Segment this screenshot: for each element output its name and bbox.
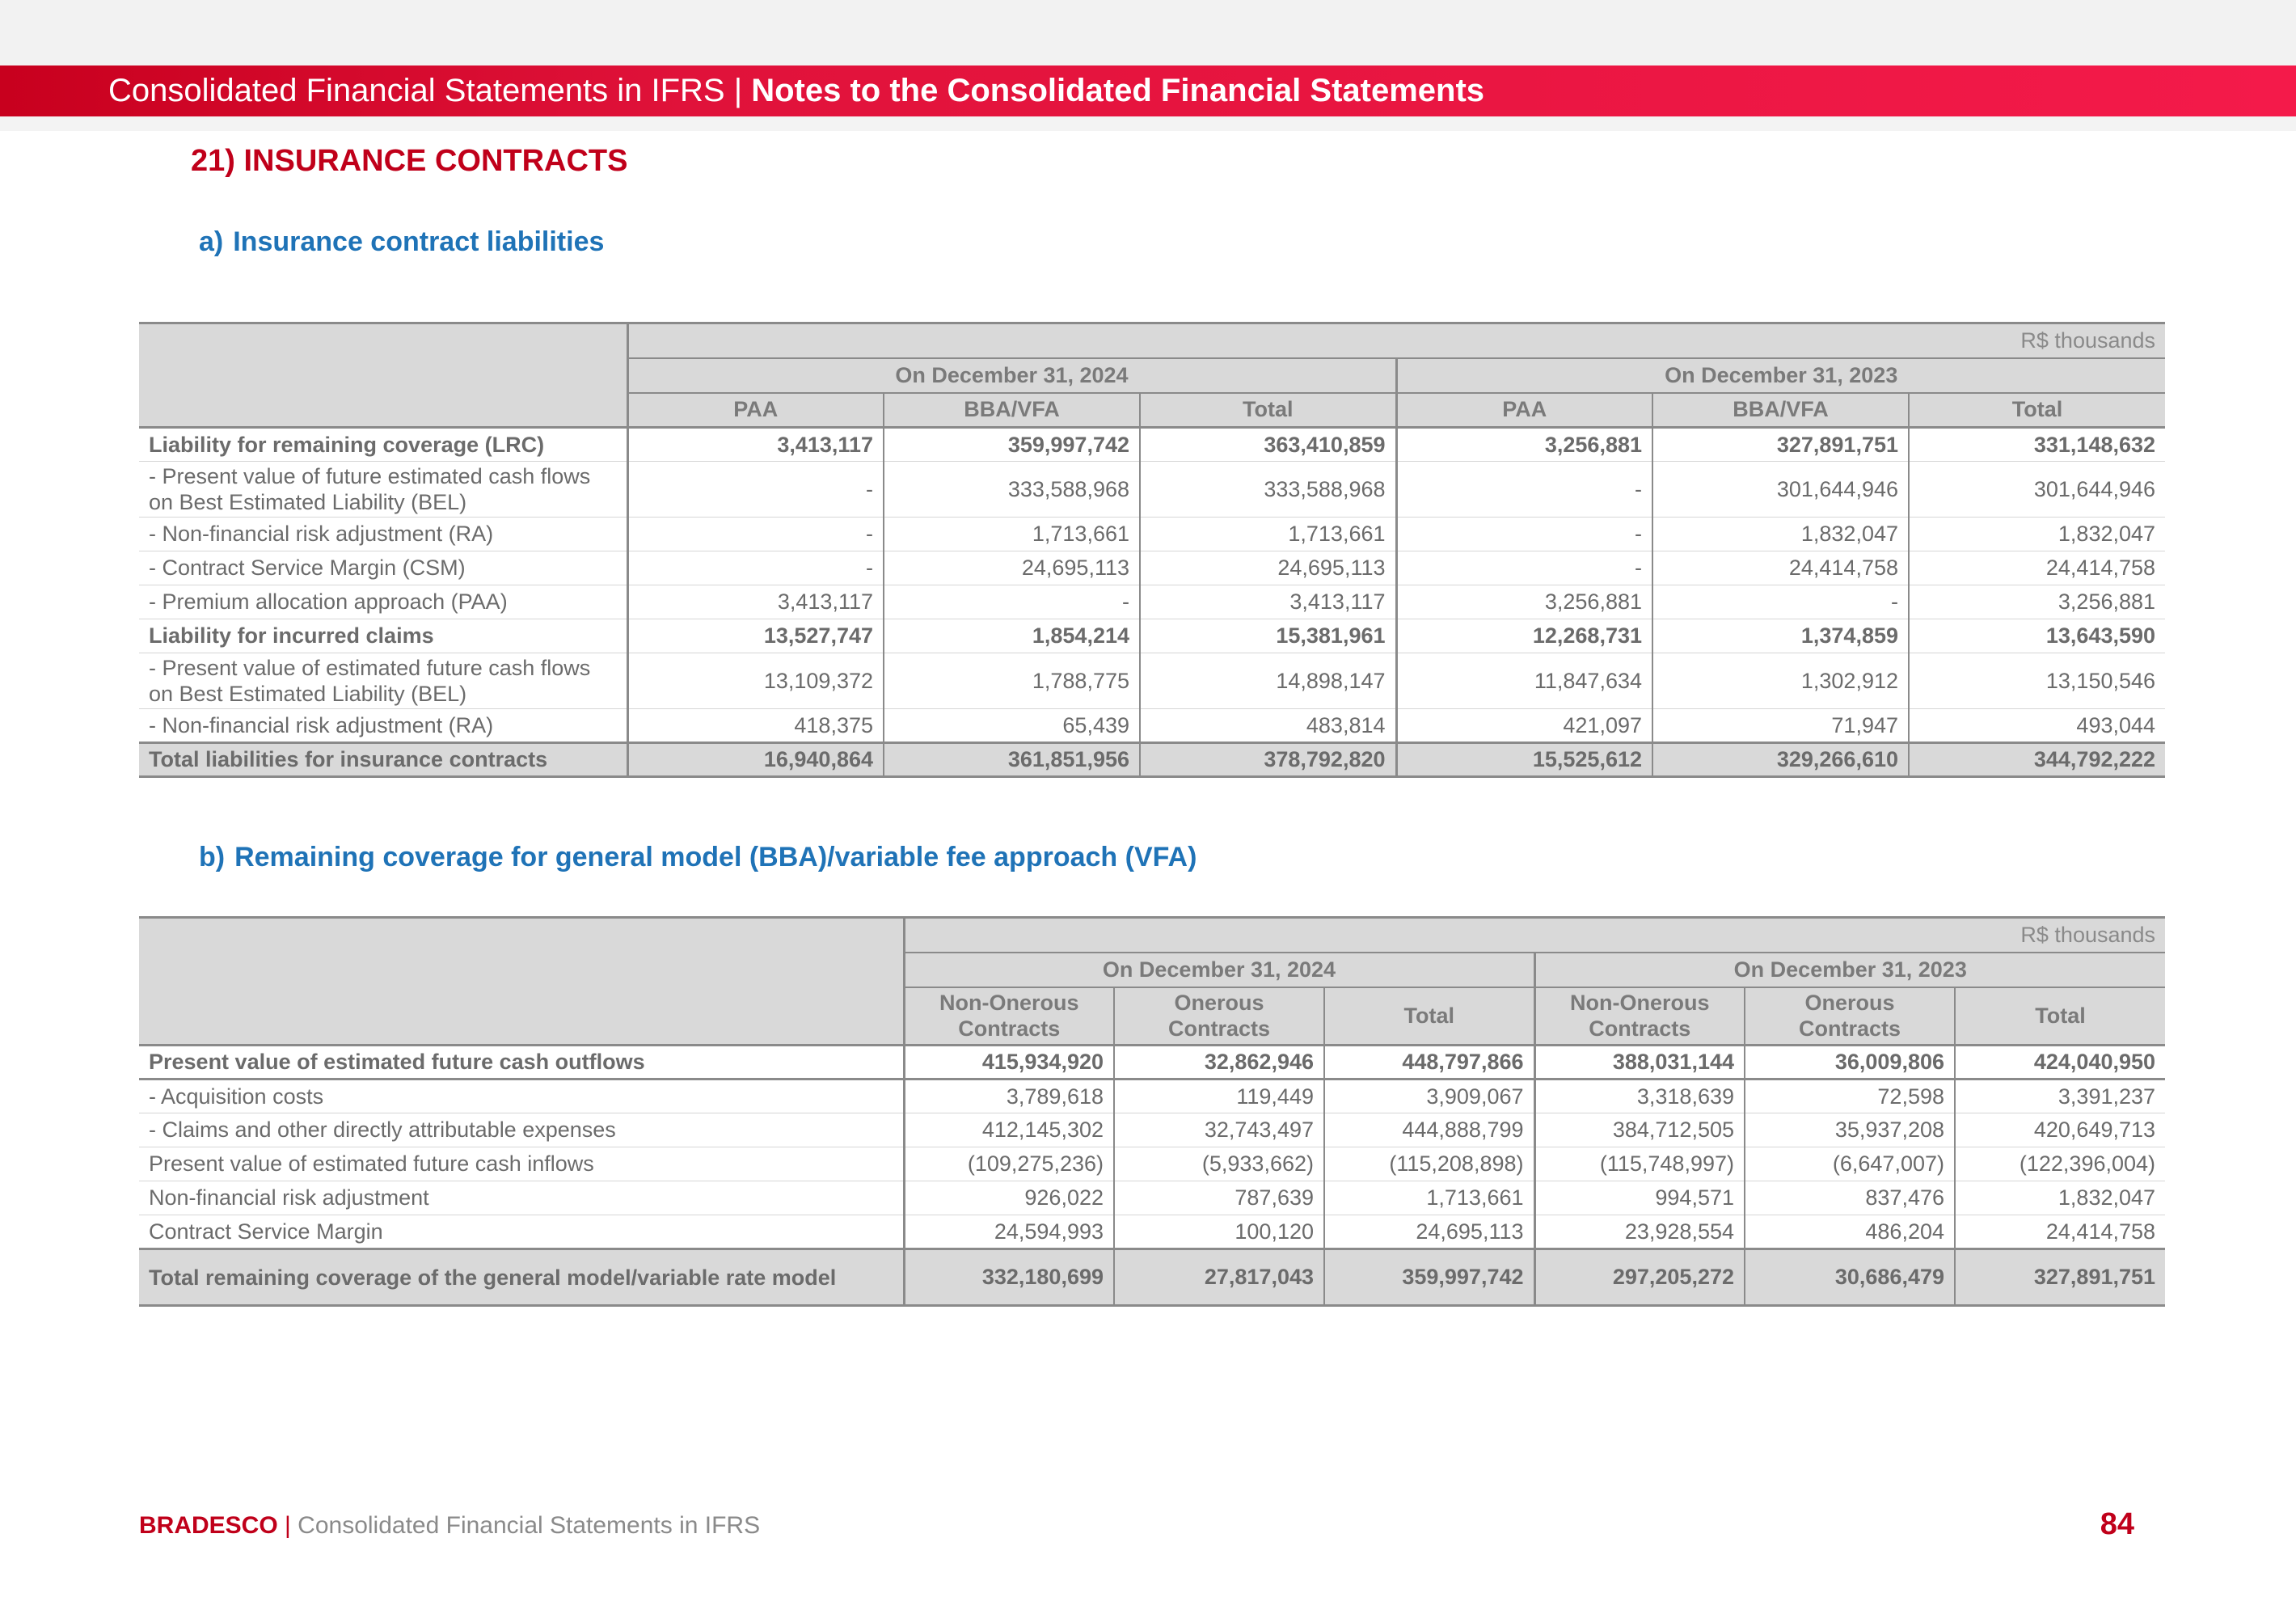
row-label: Total remaining coverage of the general model/variable rate model: [139, 1249, 904, 1306]
table-b-units: R$ thousands: [904, 918, 2165, 953]
row-label: - Claims and other directly attributable expenses: [139, 1113, 904, 1147]
cell: 361,851,956: [884, 743, 1140, 777]
row-label: - Contract Service Margin (CSM): [139, 551, 627, 585]
cell: 1,713,661: [884, 518, 1140, 551]
cell: 14,898,147: [1140, 653, 1396, 709]
table-row-total: [139, 743, 2165, 777]
cell: 483,814: [1140, 709, 1396, 743]
cell: 24,414,758: [1955, 1215, 2165, 1249]
table-row: [139, 1113, 2165, 1147]
row-label: Total liabilities for insurance contracts: [139, 743, 627, 777]
cell: 13,527,747: [627, 619, 884, 653]
table-a-period-2024: On December 31, 2024: [627, 358, 1396, 393]
cell: -: [1396, 551, 1652, 585]
cell: (5,933,662): [1114, 1147, 1324, 1181]
cell: 24,414,758: [1652, 551, 1909, 585]
cell: (6,647,007): [1745, 1147, 1955, 1181]
cell: 23,928,554: [1534, 1215, 1745, 1249]
table-b-period-2024: On December 31, 2024: [904, 953, 1534, 987]
table-row: [139, 1215, 2165, 1249]
insurance-liabilities-table: [139, 322, 2165, 778]
row-label: - Premium allocation approach (PAA): [139, 585, 627, 619]
cell: 1,832,047: [1909, 518, 2165, 551]
cell: 363,410,859: [1140, 428, 1396, 462]
cell: 418,375: [627, 709, 884, 743]
cell: 412,145,302: [904, 1113, 1114, 1147]
table-row: [139, 619, 2165, 653]
cell: 24,695,113: [884, 551, 1140, 585]
table-b-col-header: Onerous Contracts: [1114, 987, 1324, 1046]
cell: 301,644,946: [1652, 462, 1909, 518]
table-b-col-header: Onerous Contracts: [1745, 987, 1955, 1046]
row-label: Present value of estimated future cash outflows: [139, 1046, 904, 1080]
cell: 15,381,961: [1140, 619, 1396, 653]
cell: 3,413,117: [627, 428, 884, 462]
table-row: [139, 1147, 2165, 1181]
table-a-col-header: PAA: [627, 393, 884, 428]
cell: 3,256,881: [1909, 585, 2165, 619]
cell: 926,022: [904, 1181, 1114, 1215]
table-b-corner: [139, 918, 904, 1046]
cell: 24,414,758: [1909, 551, 2165, 585]
remaining-coverage-table: [139, 916, 2165, 1307]
cell: 787,639: [1114, 1181, 1324, 1215]
cell: 837,476: [1745, 1181, 1955, 1215]
footer-separator: |: [277, 1512, 298, 1539]
row-label: Contract Service Margin: [139, 1215, 904, 1249]
table-b-period-2023: On December 31, 2023: [1534, 953, 2165, 987]
cell: 12,268,731: [1396, 619, 1652, 653]
table-a-period-2023: On December 31, 2023: [1396, 358, 2165, 393]
table-b-col-header: Total: [1955, 987, 2165, 1046]
cell: -: [884, 585, 1140, 619]
cell: 1,854,214: [884, 619, 1140, 653]
row-label: - Non-financial risk adjustment (RA): [139, 709, 627, 743]
cell: 994,571: [1534, 1181, 1745, 1215]
cell: 16,940,864: [627, 743, 884, 777]
cell: 333,588,968: [884, 462, 1140, 518]
cell: -: [1396, 462, 1652, 518]
table-a-col-header: Total: [1909, 393, 2165, 428]
footer: [139, 1512, 760, 1540]
table-row-total: [139, 1249, 2165, 1306]
header-notes-label: Notes to the Consolidated Financial Statements: [751, 73, 1485, 108]
cell: 327,891,751: [1955, 1249, 2165, 1306]
cell: 3,789,618: [904, 1080, 1114, 1113]
table-a-units: R$ thousands: [627, 323, 2165, 358]
table-a-col-header: PAA: [1396, 393, 1652, 428]
table-row: [139, 585, 2165, 619]
table-b-col-header: Non-Onerous Contracts: [1534, 987, 1745, 1046]
cell: 13,150,546: [1909, 653, 2165, 709]
cell: 1,374,859: [1652, 619, 1909, 653]
subsection-b-letter: b): [199, 842, 226, 872]
cell: 1,713,661: [1140, 518, 1396, 551]
cell: 3,256,881: [1396, 428, 1652, 462]
cell: 13,109,372: [627, 653, 884, 709]
cell: 32,862,946: [1114, 1046, 1324, 1080]
table-row: [139, 709, 2165, 743]
cell: (122,396,004): [1955, 1147, 2165, 1181]
cell: (115,748,997): [1534, 1147, 1745, 1181]
cell: 24,695,113: [1140, 551, 1396, 585]
cell: 493,044: [1909, 709, 2165, 743]
cell: 3,391,237: [1955, 1080, 2165, 1113]
cell: 297,205,272: [1534, 1249, 1745, 1306]
cell: (109,275,236): [904, 1147, 1114, 1181]
cell: -: [627, 518, 884, 551]
table-b-col-header: Non-Onerous Contracts: [904, 987, 1114, 1046]
row-label: - Present value of estimated future cash flows on Best Estimated Liability (BEL): [139, 653, 627, 709]
table-b-col-header: Total: [1324, 987, 1534, 1046]
cell: 36,009,806: [1745, 1046, 1955, 1080]
cell: 65,439: [884, 709, 1140, 743]
cell: 344,792,222: [1909, 743, 2165, 777]
table-row: [139, 653, 2165, 709]
row-label: Present value of estimated future cash inflows: [139, 1147, 904, 1181]
cell: 24,594,993: [904, 1215, 1114, 1249]
table-row: [139, 1181, 2165, 1215]
row-label: Liability for incurred claims: [139, 619, 627, 653]
cell: 3,256,881: [1396, 585, 1652, 619]
header-section-label: Consolidated Financial Statements in IFRS: [108, 73, 725, 108]
cell: 15,525,612: [1396, 743, 1652, 777]
row-label: - Non-financial risk adjustment (RA): [139, 518, 627, 551]
cell: 327,891,751: [1652, 428, 1909, 462]
header-separator: |: [724, 73, 752, 108]
subsection-a-text: Insurance contract liabilities: [233, 226, 605, 257]
cell: 329,266,610: [1652, 743, 1909, 777]
cell: 3,413,117: [1140, 585, 1396, 619]
cell: 359,997,742: [884, 428, 1140, 462]
header-banner: [0, 65, 2296, 116]
cell: 3,318,639: [1534, 1080, 1745, 1113]
row-label: - Acquisition costs: [139, 1080, 904, 1113]
banner-shadow: [0, 116, 2296, 131]
cell: 24,695,113: [1324, 1215, 1534, 1249]
table-a-col-header: Total: [1140, 393, 1396, 428]
table-row: [139, 551, 2165, 585]
cell: 3,413,117: [627, 585, 884, 619]
table-a-corner: [139, 323, 627, 428]
cell: 424,040,950: [1955, 1046, 2165, 1080]
subsection-b-title: [199, 842, 1197, 873]
cell: 448,797,866: [1324, 1046, 1534, 1080]
cell: 35,937,208: [1745, 1113, 1955, 1147]
subsection-a-letter: a): [199, 226, 224, 257]
cell: 388,031,144: [1534, 1046, 1745, 1080]
cell: 1,788,775: [884, 653, 1140, 709]
cell: 100,120: [1114, 1215, 1324, 1249]
cell: 3,909,067: [1324, 1080, 1534, 1113]
cell: 486,204: [1745, 1215, 1955, 1249]
table-row: [139, 428, 2165, 462]
cell: 420,649,713: [1955, 1113, 2165, 1147]
subsection-a-title: [199, 226, 604, 258]
cell: 1,713,661: [1324, 1181, 1534, 1215]
cell: 384,712,505: [1534, 1113, 1745, 1147]
table-row: [139, 518, 2165, 551]
cell: (115,208,898): [1324, 1147, 1534, 1181]
cell: 359,997,742: [1324, 1249, 1534, 1306]
cell: 332,180,699: [904, 1249, 1114, 1306]
cell: -: [627, 551, 884, 585]
subsection-b-text: Remaining coverage for general model (BBA)/variable fee approach (VFA): [234, 842, 1197, 872]
cell: 1,302,912: [1652, 653, 1909, 709]
cell: 1,832,047: [1652, 518, 1909, 551]
page-number: 84: [2100, 1507, 2134, 1541]
cell: 72,598: [1745, 1080, 1955, 1113]
cell: 71,947: [1652, 709, 1909, 743]
cell: 32,743,497: [1114, 1113, 1324, 1147]
cell: -: [627, 462, 884, 518]
row-label: Liability for remaining coverage (LRC): [139, 428, 627, 462]
table-a-col-header: BBA/VFA: [1652, 393, 1909, 428]
row-label: - Present value of future estimated cash flows on Best Estimated Liability (BEL): [139, 462, 627, 518]
cell: 13,643,590: [1909, 619, 2165, 653]
footer-brand: BRADESCO: [139, 1512, 278, 1539]
section-title: 21) INSURANCE CONTRACTS: [191, 144, 628, 178]
top-strip: [0, 0, 2296, 65]
table-row: [139, 1080, 2165, 1113]
cell: 1,832,047: [1955, 1181, 2165, 1215]
cell: 331,148,632: [1909, 428, 2165, 462]
table-row: [139, 1046, 2165, 1080]
cell: 333,588,968: [1140, 462, 1396, 518]
table-a-col-header: BBA/VFA: [884, 393, 1140, 428]
cell: 11,847,634: [1396, 653, 1652, 709]
cell: 421,097: [1396, 709, 1652, 743]
cell: 378,792,820: [1140, 743, 1396, 777]
cell: 27,817,043: [1114, 1249, 1324, 1306]
cell: 301,644,946: [1909, 462, 2165, 518]
cell: 444,888,799: [1324, 1113, 1534, 1147]
row-label: Non-financial risk adjustment: [139, 1181, 904, 1215]
footer-text: Consolidated Financial Statements in IFRS: [298, 1512, 761, 1539]
cell: 30,686,479: [1745, 1249, 1955, 1306]
cell: 415,934,920: [904, 1046, 1114, 1080]
cell: 119,449: [1114, 1080, 1324, 1113]
table-row: [139, 462, 2165, 518]
cell: -: [1396, 518, 1652, 551]
cell: -: [1652, 585, 1909, 619]
